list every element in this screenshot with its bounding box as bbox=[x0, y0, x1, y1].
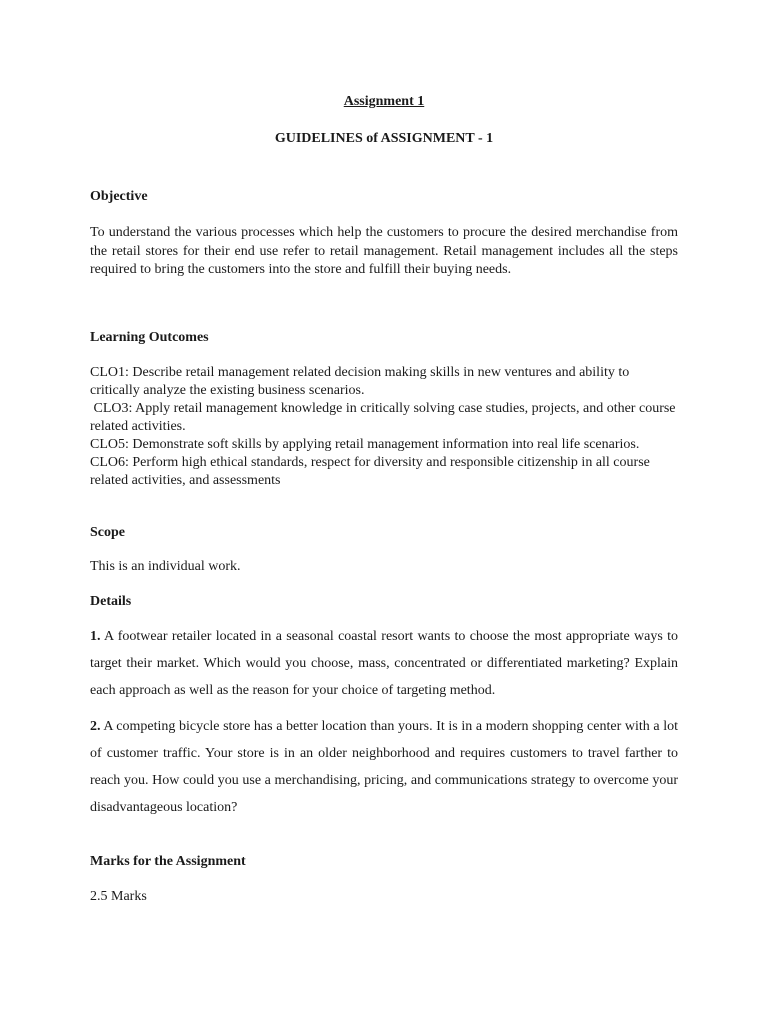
assignment-title: Assignment 1 bbox=[343, 94, 425, 109]
question-number: 2. bbox=[90, 719, 101, 734]
marks-text: 2.5 Marks bbox=[90, 889, 147, 904]
clo-item: CLO1: Describe retail management related decision making skills in new ventures and ability to critically analyze the existing business scenarios. bbox=[90, 365, 630, 398]
clo-item: CLO3: Apply retail management knowledge in critically solving case studies, projects, and other course related activities. bbox=[90, 401, 680, 434]
clo-item: CLO6: Perform high ethical standards, respect for diversity and responsible citizenship in all course related activities, and assessments bbox=[90, 455, 650, 488]
learning-outcomes-heading: Learning Outcomes bbox=[90, 330, 209, 345]
objective-text: To understand the various processes which help the customers to procure the desired merchandise from the retail stores for their end use refer to retail management. Retail management includes all the steps required to bring the customers into the store and fulfill their buying needs. bbox=[90, 225, 678, 277]
question-1 bbox=[90, 623, 682, 704]
marks-heading: Marks for the Assignment bbox=[90, 854, 246, 869]
question-text: A competing bicycle store has a better location than yours. It is in a modern shopping center with a lot of customer traffic. Your store is in an older neighborhood and requires customers to travel farther to reach you. How could you use a merchandising, pricing, and communications strategy to overcome your disadvantageous location? bbox=[90, 719, 682, 815]
details-heading: Details bbox=[90, 594, 132, 609]
clo-item: CLO5: Demonstrate soft skills by applying retail management information into real life scenarios. bbox=[90, 437, 640, 452]
scope-text: This is an individual work. bbox=[90, 559, 241, 574]
guidelines-subtitle: GUIDELINES of ASSIGNMENT - 1 bbox=[274, 131, 494, 146]
question-number: 1. bbox=[90, 629, 101, 644]
scope-heading: Scope bbox=[90, 525, 125, 540]
question-2 bbox=[90, 713, 682, 821]
learning-outcomes-list bbox=[90, 364, 678, 490]
objective-heading: Objective bbox=[90, 189, 148, 204]
question-text: A footwear retailer located in a seasonal coastal resort wants to choose the most appropriate ways to target their market. Which would you choose, mass, concentrated or differentiated marketing? Explain each approach as well as the reason for your choice of targeting method. bbox=[90, 629, 682, 698]
